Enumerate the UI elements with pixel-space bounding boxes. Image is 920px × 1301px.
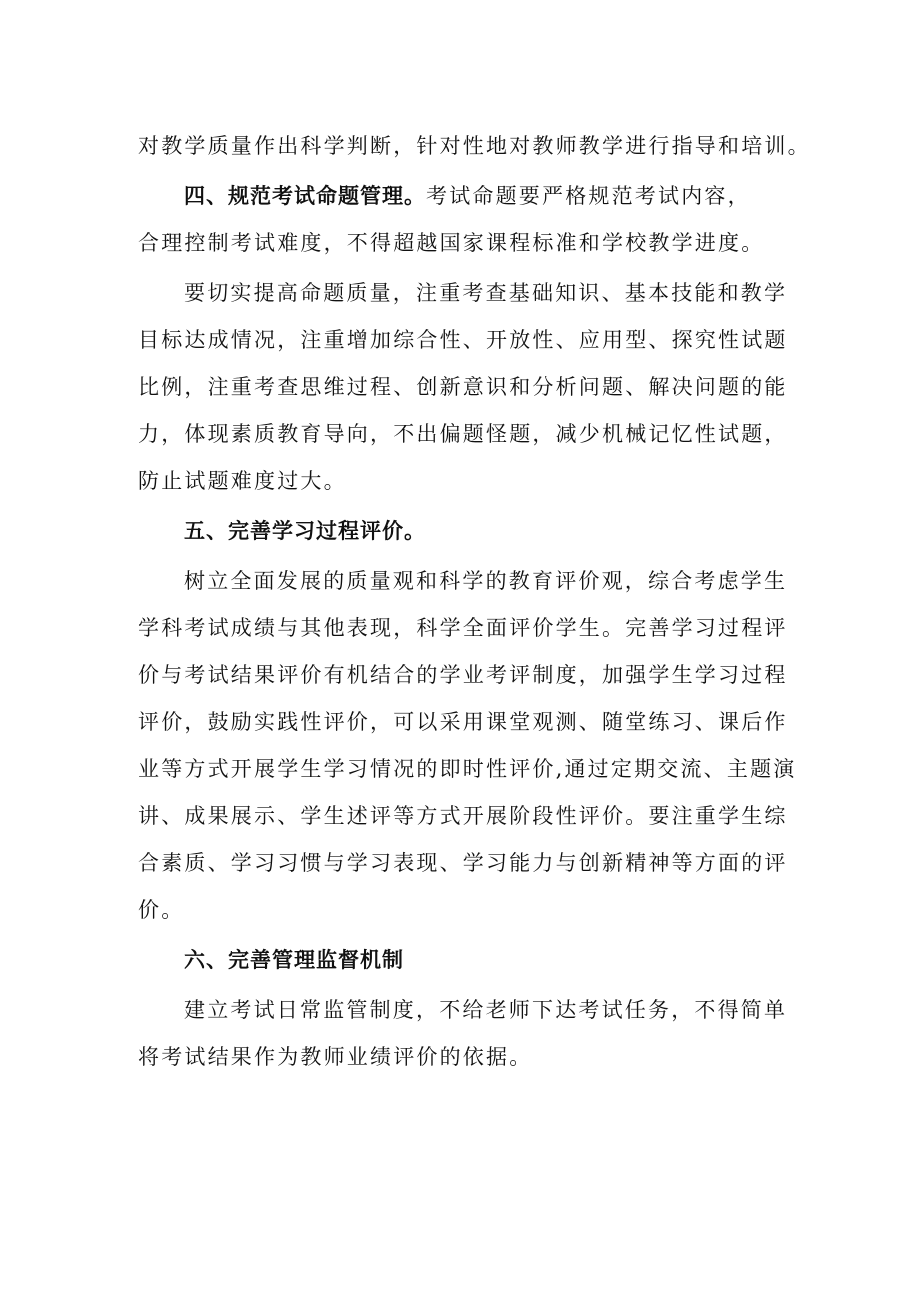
- section4-line-1: [138, 182, 798, 210]
- section4-line-1-text: 考试命题要严格规范考试内容，: [426, 184, 751, 208]
- eval-line-7: 合素质、学习习惯与学习表现、学习能力与创新精神等方面的评: [138, 851, 788, 875]
- eval-line-8: 价。: [138, 898, 185, 922]
- section4-title: 四、规范考试命题管理。: [184, 184, 426, 208]
- eval-line-3: 价与考试结果评价有机结合的学业考评制度，加强学生学习过程: [138, 663, 788, 687]
- eval-line-2: 学科考试成绩与其他表现，科学全面评价学生。完善学习过程评: [138, 616, 788, 640]
- section6-title: 六、完善管理监督机制: [184, 948, 404, 972]
- eval-line-4: 评价，鼓励实践性评价，可以采用课堂观测、随堂练习、课后作: [138, 710, 788, 734]
- eval-line-6: 讲、成果展示、学生述评等方式开展阶段性评价。要注重学生综: [138, 804, 788, 828]
- supervise-line-1: 建立考试日常监管制度，不给老师下达考试任务，不得简单: [184, 998, 788, 1022]
- quality-line-1: 要切实提高命题质量，注重考查基础知识、基本技能和教学: [184, 281, 788, 305]
- section4-line-2: 合理控制考试难度，不得超越国家课程标准和学校教学进度。: [138, 231, 765, 255]
- quality-line-5: 防止试题难度过大。: [138, 469, 347, 493]
- quality-line-2: 目标达成情况，注重增加综合性、开放性、应用型、探究性试题: [138, 328, 788, 352]
- eval-line-5: 业等方式开展学生学习情况的即时性评价,通过定期交流、主题演: [138, 757, 797, 781]
- intro-line-1: 对教学质量作出科学判断，针对性地对教师教学进行指导和培训。: [138, 134, 811, 158]
- quality-line-4: 力，体现素质教育导向，不出偏题怪题，减少机械记忆性试题，: [138, 422, 788, 446]
- eval-line-1: 树立全面发展的质量观和科学的教育评价观，综合考虑学生: [184, 569, 788, 593]
- supervise-line-2: 将考试结果作为教师业绩评价的依据。: [138, 1045, 533, 1069]
- document-page: [138, 120, 811, 1071]
- section5-title: 五、完善学习过程评价。: [184, 519, 426, 543]
- quality-line-3: 比例，注重考查思维过程、创新意识和分析问题、解决问题的能: [138, 375, 788, 399]
